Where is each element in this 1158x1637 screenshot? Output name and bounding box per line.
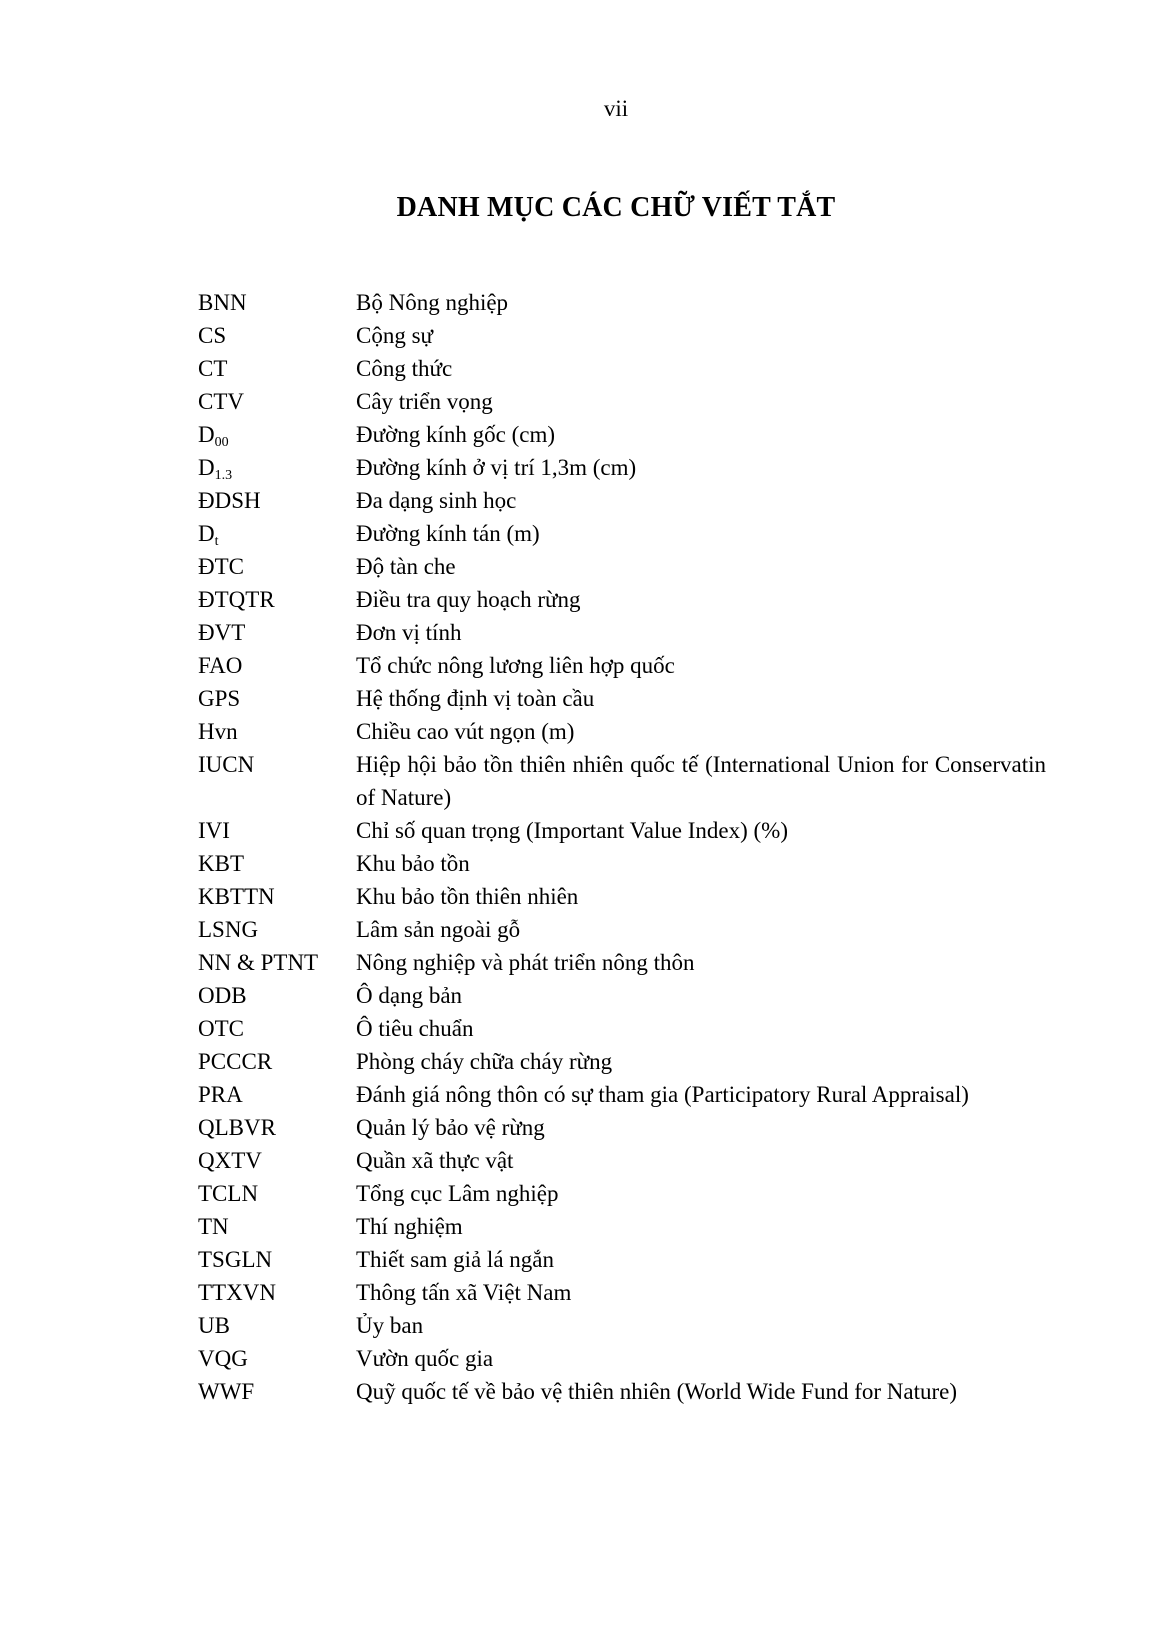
abbreviation-definition: Điều tra quy hoạch rừng (356, 587, 581, 612)
abbreviation-definition: Hiệp hội bảo tồn thiên nhiên quốc tế (International Union for Conservatin of Nature) (356, 752, 1046, 810)
abbreviation-term (198, 1177, 356, 1210)
abbreviation-term-subscript: 00 (214, 435, 229, 450)
abbreviation-definition: Chỉ số quan trọng (Important Value Index) (%) (356, 818, 789, 843)
abbreviation-term-text: KBTTN (198, 884, 275, 909)
abbreviation-row (198, 1111, 1046, 1144)
abbreviation-term-text: ĐTC (198, 554, 244, 579)
abbreviation-row (198, 1177, 1046, 1210)
abbreviation-definition: Đánh giá nông thôn có sự tham gia (Participatory Rural Appraisal) (356, 1082, 969, 1107)
abbreviation-term-text: GPS (198, 686, 241, 711)
abbreviation-row (198, 1144, 1046, 1177)
abbreviation-term-text: D (198, 422, 215, 447)
abbreviation-term (198, 1210, 356, 1243)
abbreviation-definition: Lâm sản ngoài gỗ (356, 917, 521, 942)
abbreviation-definition: Quản lý bảo vệ rừng (356, 1115, 545, 1140)
abbreviation-term (198, 979, 356, 1012)
abbreviation-term (198, 1144, 356, 1177)
abbreviation-term (198, 1375, 356, 1408)
abbreviation-row (198, 1342, 1046, 1375)
abbreviation-row (198, 979, 1046, 1012)
abbreviation-term-text: TSGLN (198, 1247, 273, 1272)
abbreviation-term-text: D (198, 455, 215, 480)
abbreviation-row (198, 913, 1046, 946)
abbreviation-term-text: UB (198, 1313, 230, 1338)
abbreviation-term (198, 715, 356, 748)
abbreviation-row (198, 352, 1046, 385)
abbreviation-term (198, 1243, 356, 1276)
abbreviation-row (198, 748, 1046, 814)
abbreviation-row (198, 550, 1046, 583)
abbreviation-term-text: TCLN (198, 1181, 259, 1206)
abbreviation-term-text: ĐVT (198, 620, 246, 645)
abbreviation-term-text: ĐDSH (198, 488, 261, 513)
abbreviation-term-text: TTXVN (198, 1280, 276, 1305)
abbreviation-term (198, 418, 356, 451)
abbreviation-term (198, 583, 356, 616)
abbreviation-definition: Chiều cao vút ngọn (m) (356, 719, 575, 744)
abbreviation-term (198, 880, 356, 913)
abbreviation-row (198, 1309, 1046, 1342)
abbreviation-term-text: Hvn (198, 719, 238, 744)
abbreviation-term-subscript: t (214, 534, 219, 549)
abbreviation-definition: Hệ thống định vị toàn cầu (356, 686, 595, 711)
abbreviation-term (198, 1078, 356, 1111)
abbreviation-definition: Nông nghiệp và phát triển nông thôn (356, 950, 695, 975)
abbreviation-term-text: IUCN (198, 752, 255, 777)
abbreviation-term-text: CTV (198, 389, 244, 414)
abbreviation-definition: Đường kính gốc (cm) (356, 422, 556, 447)
abbreviation-row (198, 880, 1046, 913)
abbreviation-term (198, 748, 356, 781)
abbreviation-definition: Ô tiêu chuẩn (356, 1016, 474, 1041)
abbreviation-term (198, 847, 356, 880)
abbreviation-row (198, 1243, 1046, 1276)
abbreviation-row (198, 484, 1046, 517)
abbreviation-row (198, 1078, 1046, 1111)
abbreviation-term-text: TN (198, 1214, 229, 1239)
abbreviation-row (198, 715, 1046, 748)
abbreviation-definition: Cộng sự (356, 323, 434, 348)
abbreviation-term-text: KBT (198, 851, 244, 876)
abbreviation-definition: Quần xã thực vật (356, 1148, 514, 1173)
abbreviation-term (198, 286, 356, 319)
abbreviation-definition: Tổng cục Lâm nghiệp (356, 1181, 559, 1206)
abbreviation-definition: Khu bảo tồn (356, 851, 470, 876)
abbreviation-term (198, 1012, 356, 1045)
page-number: vii (603, 96, 629, 121)
abbreviation-term-text: PRA (198, 1082, 243, 1107)
abbreviation-definition: Ô dạng bản (356, 983, 463, 1008)
abbreviation-row (198, 682, 1046, 715)
abbreviation-term-text: VQG (198, 1346, 248, 1371)
abbreviation-term (198, 1342, 356, 1375)
abbreviation-definition: Đường kính tán (m) (356, 521, 540, 546)
abbreviation-row (198, 946, 1046, 979)
abbreviation-term-text: OTC (198, 1016, 244, 1041)
abbreviation-row (198, 1276, 1046, 1309)
abbreviation-definition: Phòng cháy chữa cháy rừng (356, 1049, 613, 1074)
abbreviation-term (198, 352, 356, 385)
abbreviation-row (198, 385, 1046, 418)
abbreviation-row (198, 583, 1046, 616)
abbreviation-row (198, 649, 1046, 682)
abbreviation-term (198, 913, 356, 946)
abbreviation-term (198, 1276, 356, 1309)
abbreviation-term (198, 385, 356, 418)
abbreviation-row (198, 814, 1046, 847)
abbreviation-row (198, 1375, 1046, 1408)
abbreviation-definition: Quỹ quốc tế về bảo vệ thiên nhiên (World Wide Fund for Nature) (356, 1379, 958, 1404)
abbreviation-row (198, 286, 1046, 319)
abbreviation-term-text: D (198, 521, 215, 546)
abbreviation-definition: Đa dạng sinh học (356, 488, 517, 513)
abbreviation-row (198, 418, 1046, 451)
abbreviation-term-text: BNN (198, 290, 247, 315)
abbreviation-list (198, 286, 1046, 1408)
abbreviation-term-text: IVI (198, 818, 230, 843)
abbreviation-term (198, 1111, 356, 1144)
abbreviation-row (198, 1012, 1046, 1045)
abbreviation-row (198, 451, 1046, 484)
abbreviation-term (198, 319, 356, 352)
abbreviation-term (198, 649, 356, 682)
abbreviation-term-text: NN & PTNT (198, 950, 319, 975)
abbreviation-definition: Bộ Nông nghiệp (356, 290, 509, 315)
abbreviation-definition: Ủy ban (356, 1313, 424, 1338)
abbreviation-definition: Tổ chức nông lương liên hợp quốc (356, 653, 675, 678)
abbreviation-definition: Thiết sam giả lá ngắn (356, 1247, 554, 1272)
abbreviation-definition: Công thức (356, 356, 453, 381)
abbreviation-term-text: WWF (198, 1379, 255, 1404)
abbreviation-row (198, 847, 1046, 880)
abbreviation-term (198, 946, 356, 979)
abbreviation-term (198, 517, 356, 550)
abbreviation-definition: Đơn vị tính (356, 620, 462, 645)
abbreviation-definition: Thông tấn xã Việt Nam (356, 1280, 572, 1305)
abbreviation-term (198, 550, 356, 583)
abbreviation-definition: Đường kính ở vị trí 1,3m (cm) (356, 455, 637, 480)
abbreviation-term-text: QXTV (198, 1148, 262, 1173)
abbreviation-definition: Độ tàn che (356, 554, 456, 579)
abbreviation-term-text: ĐTQTR (198, 587, 275, 612)
page-title: DANH MỤC CÁC CHỮ VIẾT TẮT (396, 192, 836, 223)
abbreviation-term-text: ODB (198, 983, 247, 1008)
abbreviation-term-text: CS (198, 323, 227, 348)
abbreviation-term (198, 814, 356, 847)
abbreviation-definition: Khu bảo tồn thiên nhiên (356, 884, 579, 909)
abbreviation-term-text: CT (198, 356, 228, 381)
abbreviation-term (198, 451, 356, 484)
abbreviation-row (198, 517, 1046, 550)
abbreviation-definition: Vườn quốc gia (356, 1346, 494, 1371)
abbreviation-term-text: PCCCR (198, 1049, 273, 1074)
abbreviation-term-text: LSNG (198, 917, 259, 942)
abbreviation-definition: Cây triển vọng (356, 389, 493, 414)
abbreviation-term (198, 1045, 356, 1078)
abbreviation-row (198, 319, 1046, 352)
abbreviation-term (198, 616, 356, 649)
abbreviation-term-text: QLBVR (198, 1115, 276, 1140)
abbreviation-row (198, 616, 1046, 649)
abbreviation-definition: Thí nghiệm (356, 1214, 463, 1239)
abbreviation-term (198, 484, 356, 517)
abbreviation-term-subscript: 1.3 (214, 468, 233, 483)
abbreviation-term (198, 1309, 356, 1342)
abbreviation-row (198, 1210, 1046, 1243)
abbreviation-row (198, 1045, 1046, 1078)
abbreviation-term (198, 682, 356, 715)
abbreviation-term-text: FAO (198, 653, 243, 678)
